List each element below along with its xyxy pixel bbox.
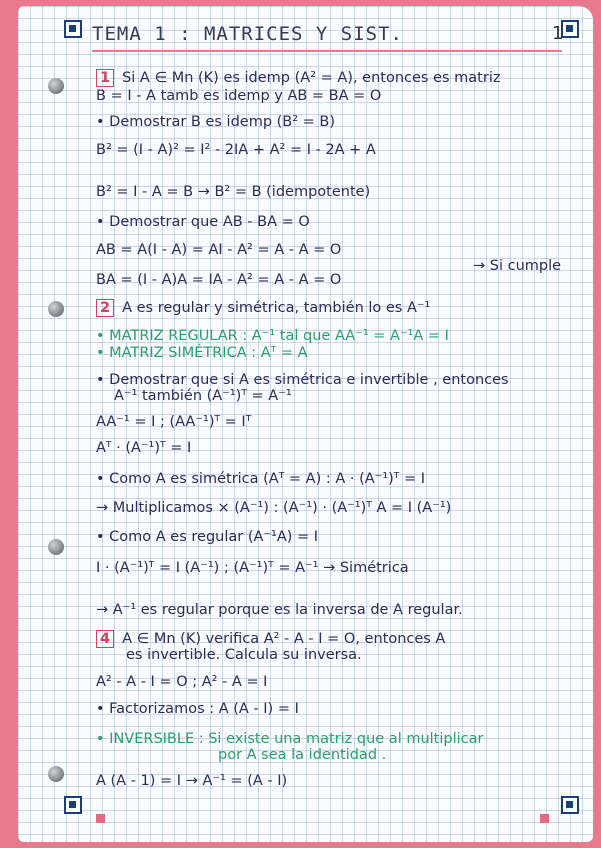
corner-square: [540, 814, 549, 823]
definition-line: • MATRIZ REGULAR : A⁻¹ tal que AA⁻¹ = A⁻¹A = I: [96, 328, 449, 344]
conclusion-note: → Si cumple: [473, 258, 562, 274]
problem-statement: 4 A ∈ Mn (K) verifica A² - A - I = O, entonces A: [96, 629, 445, 649]
binder-hole: [48, 301, 64, 317]
corner-logo-icon: [561, 20, 579, 38]
page-title: TEMA 1 : MATRICES Y SIST.: [92, 18, 562, 52]
equation-line: • Como A es regular (A⁻¹A) = I: [96, 529, 319, 545]
page-number: 1: [552, 23, 564, 44]
problem-statement: B = I - A tamb es idemp y AB = BA = O: [96, 88, 382, 104]
corner-logo-icon: [64, 796, 82, 814]
task-line: • Demostrar que AB - BA = O: [96, 214, 310, 230]
equation-line: B² = (I - A)² = I² - 2IA + A² = I - 2A + A: [96, 142, 376, 158]
equation-line: → Multiplicamos × (A⁻¹) : (A⁻¹) · (A⁻¹)ᵀ A = I (A⁻¹): [96, 500, 452, 516]
binder-hole: [48, 539, 64, 555]
task-line: • Demostrar que si A es simétrica e invertible , entonces: [96, 372, 509, 388]
task-line: • Factorizamos : A (A - I) = I: [96, 701, 299, 717]
problem-number: 4: [96, 630, 114, 648]
equation-line: Aᵀ · (A⁻¹)ᵀ = I: [96, 440, 192, 456]
problem-statement: 2 A es regular y simétrica, también lo es A⁻¹: [96, 298, 430, 318]
task-line: • Demostrar B es idemp (B² = B): [96, 114, 336, 130]
equation-line: AB = A(I - A) = AI - A² = A - A = O: [96, 242, 342, 258]
binder-hole: [48, 766, 64, 782]
equation-line: A² - A - I = O ; A² - A = I: [96, 674, 268, 690]
equation-line: I · (A⁻¹)ᵀ = I (A⁻¹) ; (A⁻¹)ᵀ = A⁻¹ → Simétrica: [96, 560, 409, 576]
corner-logo-icon: [64, 20, 82, 38]
problem-number: 1: [96, 69, 114, 87]
problem-number: 2: [96, 299, 114, 317]
equation-line: B² = I - A = B → B² = B (idempotente): [96, 184, 371, 200]
problem-statement: 1 Si A ∈ Mn (K) es idemp (A² = A), entonces es matriz: [96, 68, 500, 88]
equation-line: BA = (I - A)A = IA - A² = A - A = O: [96, 272, 342, 288]
equation-line: AA⁻¹ = I ; (AA⁻¹)ᵀ = Iᵀ: [96, 414, 252, 430]
conclusion-line: → A⁻¹ es regular porque es la inversa de A regular.: [96, 602, 463, 618]
equation-line: A (A - 1) = I → A⁻¹ = (A - I): [96, 773, 288, 789]
definition-line: • INVERSIBLE : Si existe una matriz que al multiplicar: [96, 731, 484, 747]
notebook-page: [18, 6, 593, 842]
binder-hole: [48, 78, 64, 94]
definition-line: por A sea la identidad .: [218, 747, 387, 763]
problem-statement: es invertible. Calcula su inversa.: [126, 647, 362, 663]
corner-logo-icon: [561, 796, 579, 814]
equation-line: • Como A es simétrica (Aᵀ = A) : A · (A⁻¹)ᵀ = I: [96, 471, 426, 487]
task-line: A⁻¹ también (A⁻¹)ᵀ = A⁻¹: [114, 388, 292, 404]
corner-square: [96, 814, 105, 823]
definition-line: • MATRIZ SIMÉTRICA : Aᵀ = A: [96, 345, 308, 361]
